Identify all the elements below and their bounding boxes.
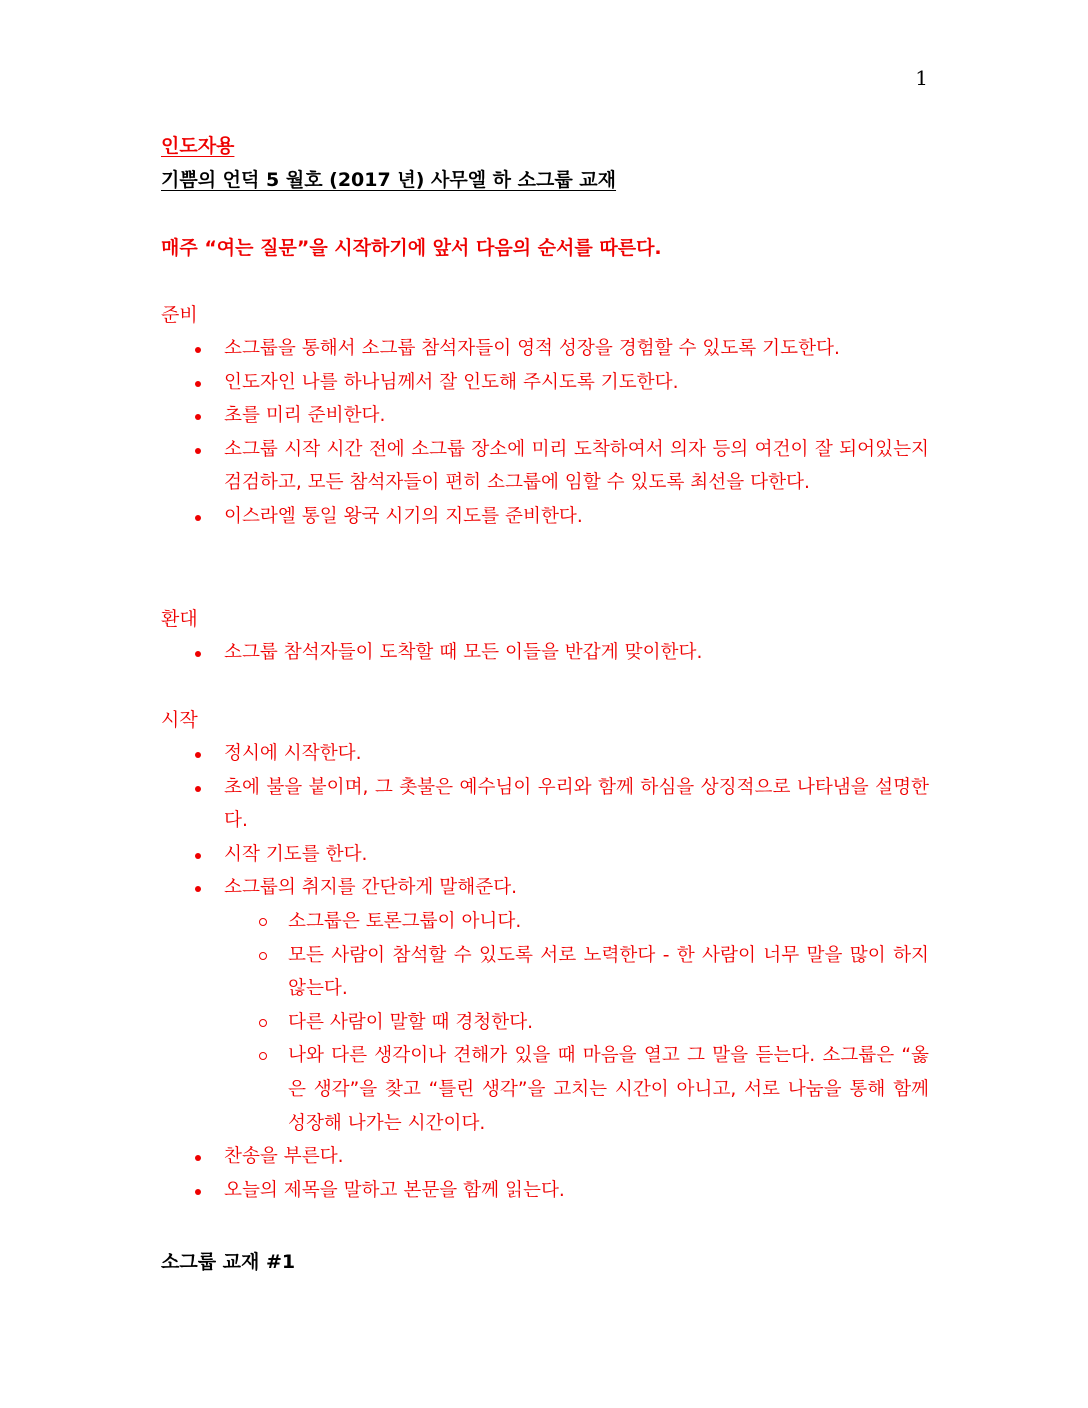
list-item-text: 소그룹 참석자들이 도착할 때 모든 이들을 반갑게 맞이한다. [224, 642, 703, 663]
list-item-text: 오늘의 제목을 말하고 본문을 함께 읽는다. [224, 1179, 565, 1201]
list-item-text: 초에 불을 붙이며, 그 촛불은 예수님이 우리와 함께 하심을 상징적으로 나타냄을 설명한다. [224, 776, 929, 832]
bullet-icon [195, 1189, 201, 1195]
bullet-icon [195, 786, 201, 792]
list-item-text: 시작 기도를 한다. [224, 843, 368, 865]
circle-bullet-icon [259, 1019, 267, 1027]
circle-bullet-icon [259, 918, 267, 926]
list-item-text: 초를 미리 준비한다. [224, 405, 386, 427]
list-item-text: 소그룹 시작 시간 전에 소그룹 장소에 미리 도착하여서 의자 등의 여건이 잘 되어있는지 검검하고, 모든 참석자들이 편히 소그룹에 임할 수 있도록 최선을 다한다. [224, 438, 929, 494]
bullet-icon [195, 381, 201, 387]
section-heading-start: 시작 [161, 709, 198, 731]
bullet-icon [195, 414, 201, 420]
welcome-list [161, 636, 929, 670]
circle-bullet-icon [259, 952, 267, 960]
sub-list-item [161, 939, 929, 1006]
sub-list-item-text: 소그룹은 토론그룹이 아니다. [288, 910, 522, 932]
list-item [161, 1174, 929, 1208]
bullet-icon [195, 448, 201, 454]
document-title: 인도자용 [161, 135, 235, 157]
list-item [161, 399, 929, 433]
sub-list-item-text: 모든 사람이 참석할 수 있도록 서로 노력한다 - 한 사람이 너무 말을 많이 하지 않는다. [288, 944, 929, 1000]
list-item-text: 인도자인 나를 하나님께서 잘 인도해 주시도록 기도한다. [224, 371, 679, 393]
bullet-icon [195, 752, 201, 758]
list-item [161, 366, 929, 400]
list-item-text: 정시에 시작한다. [224, 743, 362, 764]
list-item [161, 433, 929, 500]
document-subtitle: 기쁨의 언덕 5 월호 (2017 년) 사무엘 하 소그룹 교재 [161, 169, 617, 191]
sub-list-item [161, 1006, 929, 1040]
bullet-icon [195, 515, 201, 521]
list-item-text: 찬송을 부른다. [224, 1146, 344, 1168]
list-item [161, 771, 929, 838]
intro-instruction: 매주 “여는 질문”을 시작하기에 앞서 다음의 순서를 따른다. [161, 237, 662, 259]
page-number: 1 [915, 66, 928, 90]
list-item-text: 소그룹을 통해서 소그룹 참석자들이 영적 성장을 경험할 수 있도록 기도한다. [224, 338, 840, 359]
list-item [161, 838, 929, 872]
list-item-text: 소그룹의 취지를 간단하게 말해준다. [224, 877, 518, 899]
sub-list-item-text: 다른 사람이 말할 때 경청한다. [288, 1011, 534, 1033]
bullet-icon [195, 1155, 201, 1161]
list-item [161, 500, 929, 534]
material-heading: 소그룹 교재 #1 [161, 1251, 296, 1273]
list-item [161, 332, 929, 366]
section-heading-prep: 준비 [161, 304, 198, 326]
list-item [161, 871, 929, 905]
list-item [161, 636, 929, 670]
list-item-text: 이스라엘 통일 왕국 시기의 지도를 준비한다. [224, 505, 583, 527]
sub-list-item-text: 나와 다른 생각이나 견해가 있을 때 마음을 열고 그 말을 듣는다. 소그룹은 “옳은 생각”을 찾고 “틀린 생각”을 고치는 시간이 아니고, 서로 나눔을 통해 함께 성장해 나가는 시간이다. [288, 1045, 929, 1134]
list-item [161, 1140, 929, 1174]
bullet-icon [195, 347, 201, 353]
circle-bullet-icon [259, 1052, 267, 1060]
bullet-icon [195, 886, 201, 892]
bullet-icon [195, 651, 201, 657]
sub-list-item [161, 1039, 929, 1140]
prep-list [161, 332, 929, 534]
section-heading-welcome: 환대 [161, 608, 198, 630]
start-list [161, 737, 929, 1207]
sub-list-item [161, 905, 929, 939]
bullet-icon [195, 853, 201, 859]
list-item [161, 737, 929, 771]
